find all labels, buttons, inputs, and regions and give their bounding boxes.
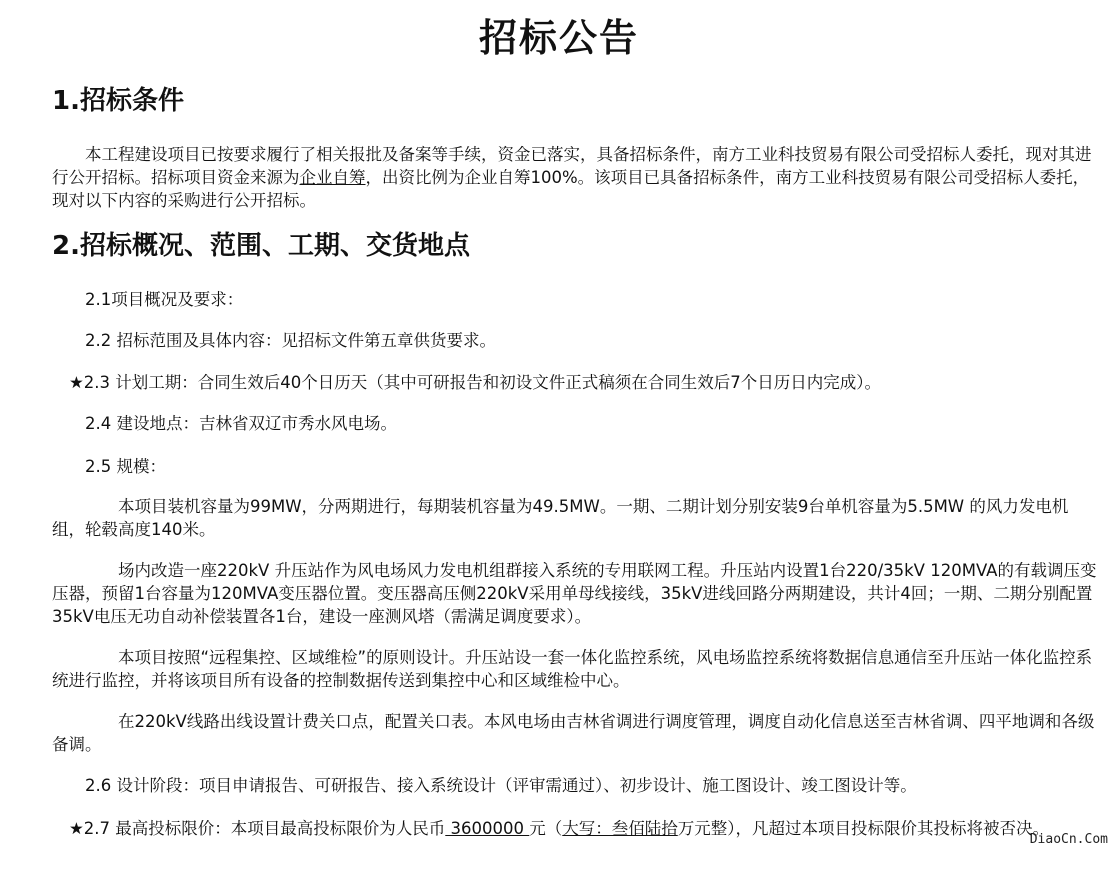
- price-amount-words: 大写：叁佰陆拾: [562, 819, 678, 838]
- item-2-6: 2.6 设计阶段：项目申请报告、可研报告、接入系统设计（评审需通过）、初步设计、施工图设计、竣工图设计等。: [85, 776, 917, 795]
- item-2-7: [52, 817, 1097, 840]
- price-text: 元（: [529, 819, 563, 838]
- page-title: 招标公告: [478, 16, 639, 60]
- price-text: 万元整），凡超过本项目投标限价其投标将被否决。: [677, 819, 1050, 838]
- item-2-3: ★2.3 计划工期：合同生效后40个日历天（其中可研报告和初设文件正式稿须在合同生效后7个日历日内完成）。: [69, 373, 882, 392]
- price-prefix: ★2.7 最高投标限价：本项目最高投标限价为人民币: [69, 819, 446, 838]
- scale-paragraph-3: 本项目按照“远程集控、区域维检”的原则设计。升压站设一套一体化监控系统，风电场监控系统将数据信息通信至升压站一体化监控系统进行监控，并将该项目所有设备的控制数据传送到集控中心和区域维检中心。: [52, 648, 1093, 690]
- item-2-2: 2.2 招标范围及具体内容：见招标文件第五章供货要求。: [85, 331, 496, 350]
- price-amount: 3600000: [445, 819, 530, 838]
- item-2-5: 2.5 规模：: [85, 457, 166, 476]
- section-1-paragraph: [52, 143, 1097, 212]
- funding-source: 企业自筹: [299, 168, 366, 187]
- scale-paragraph-4: 在220kV线路出线设置计费关口点，配置关口表。本风电场由吉林省调进行调度管理，调度自动化信息送至吉林省调、四平地调和各级备调。: [52, 712, 1095, 754]
- item-2-4: 2.4 建设地点：吉林省双辽市秀水风电场。: [85, 414, 397, 433]
- scale-paragraph-2: 场内改造一座220kV 升压站作为风电场风力发电机组群接入系统的专用联网工程。升压站内设置1台220/35kV 120MVA的有载调压变压器，预留1台容量为120MVA变压器位置。变压器高压侧220kV采用单母线接线，35kV进线回路分两期建设，共计4回；一期、二期分别配置35kV电压无功自动补偿装置各1台，建设一座测风塔（需满足调度要求）。: [52, 561, 1097, 626]
- paragraph-text: ，出资比例为企业自筹100%。该项目已具备招标条件，南方工业科技贸易有限公司受招标人委托，现对以下内容的采购进行公开招标。: [52, 168, 1090, 210]
- item-2-1: 2.1项目概况及要求：: [85, 290, 244, 309]
- section-1-heading: 1.招标条件: [52, 86, 184, 116]
- scale-paragraph-1: 本项目装机容量为99MW，分两期进行，每期装机容量为49.5MW。一期、二期计划分别安装9台单机容量为5.5MW 的风力发电机组，轮毂高度140米。: [52, 497, 1069, 539]
- paragraph-text: 本工程建设项目已按要求履行了相关报批及备案等手续，资金已落实，具备招标条件，南方工业科技贸易有限公司受招标人委托，现对其进行公开招标。招标项目资金来源为: [52, 145, 1092, 187]
- watermark: DiaoCn.Com: [1029, 832, 1108, 847]
- section-2-heading: 2.招标概况、范围、工期、交货地点: [52, 231, 470, 261]
